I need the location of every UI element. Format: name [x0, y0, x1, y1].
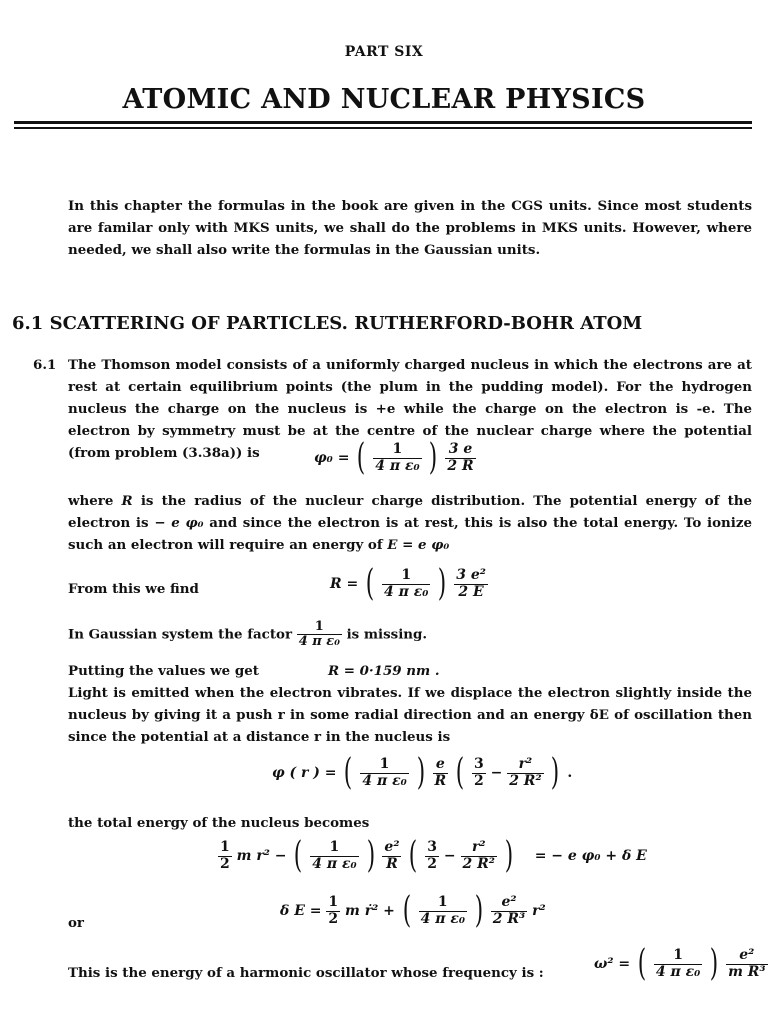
gaussian-line: In Gaussian system the factor $\frac{1}{\text{4 π ε₀}}$ is missing.	[68, 619, 428, 650]
fraction: $\frac{3 e}{2 R}$	[447, 441, 474, 474]
eq-sign: =	[337, 450, 350, 466]
fraction: $\frac{1}{\text{4 π ε₀}}$	[375, 441, 420, 474]
intro-paragraph: In this chapter the formulas in the book are given in the CGS units. Since most students are familar only with MKS units, we shall do the problems in MKS units. However, where needed, we shall also write the formulas in the Gaussian units.	[68, 198, 752, 258]
problem-paragraph-1: The Thomson model consists of a uniformly charged nucleus in which the electrons are at rest at certain equilibrium points (the plum in the pudding model). For the hydrogen nucleus the charge on the nucleus is +e while the charge on the electron is -e. The electron by symmetry must be at the centre of the nuclear charge where the potential (from problem (3.38a)) is	[68, 357, 752, 461]
problem-paragraph-2: where R is the radius of the nucleur charge distribution. The potential energy of the electron is − e φ₀ and since the electron is at rest, this is also the total energy. To ionize such an electron will require an energy of E = e φ₀	[68, 493, 753, 553]
equation-phi0	[314, 437, 476, 478]
equation-omega: ω² = ( $\frac{1}{\text{4 π ε₀}}$ ) $\frac{\text{e²}}{\text{m R³}}$	[594, 943, 766, 984]
total-energy-label: the total energy of the nucleus becomes	[68, 815, 370, 831]
title-rule-thick	[14, 121, 752, 124]
title-rule-thin	[14, 127, 752, 129]
section-heading: 6.1 SCATTERING OF PARTICLES. RUTHERFORD-BOHR ATOM	[12, 313, 643, 334]
problem-paragraph-3: Light is emitted when the electron vibrates. If we displace the electron slightly inside the nucleus by giving it a push r in some radial direction and an energy δE of oscillation then since the potential at a distance r in the nucleus is	[68, 685, 752, 745]
problem-number: 6.1	[33, 357, 57, 373]
equation-delta-E: δ E = $\frac{1}{2}$ m ṙ² + ( $\frac{1}{\text{4 π ε₀}}$ ) $\frac{\text{e²}}{\text{2 R³}}$ r²	[280, 890, 546, 931]
equation-phi-r: φ ( r ) = ( $\frac{1}{\text{4 π ε₀}}$ ) $\frac{e}{R}$ ( $\frac{3}{2}$ − $\frac{\text{r²}}{\text{2 R²}}$ ) .	[272, 752, 573, 793]
paren-open: (	[357, 437, 366, 478]
equation-total-energy: $\frac{1}{2}$ m r² − ( $\frac{1}{\text{4 π ε₀}}$ ) $\frac{\text{e²}}{R}$ ( $\frac{3}{2}$ − $\frac{\text{r²}}{\text{2 R²}}$ ) = − e φ₀ + δ E	[220, 835, 647, 876]
page-title: ATOMIC AND NUCLEAR PHYSICS	[122, 84, 646, 115]
part-label: PART SIX	[344, 44, 424, 60]
equation-R: R = ( $\frac{1}{\text{4 π ε₀}}$ ) $\frac{\text{3 e²}}{2 E}$	[330, 563, 486, 604]
putting-values-label: Putting the values we get	[68, 663, 259, 679]
harmonic-label: This is the energy of a harmonic oscillator whose frequency is :	[68, 965, 544, 981]
eq-symbol: φ₀	[314, 450, 333, 466]
paren-close: )	[429, 437, 438, 478]
or-label: or	[68, 915, 84, 931]
from-this-label: From this we find	[68, 581, 199, 597]
r-value: R = 0·159 nm .	[328, 663, 440, 679]
